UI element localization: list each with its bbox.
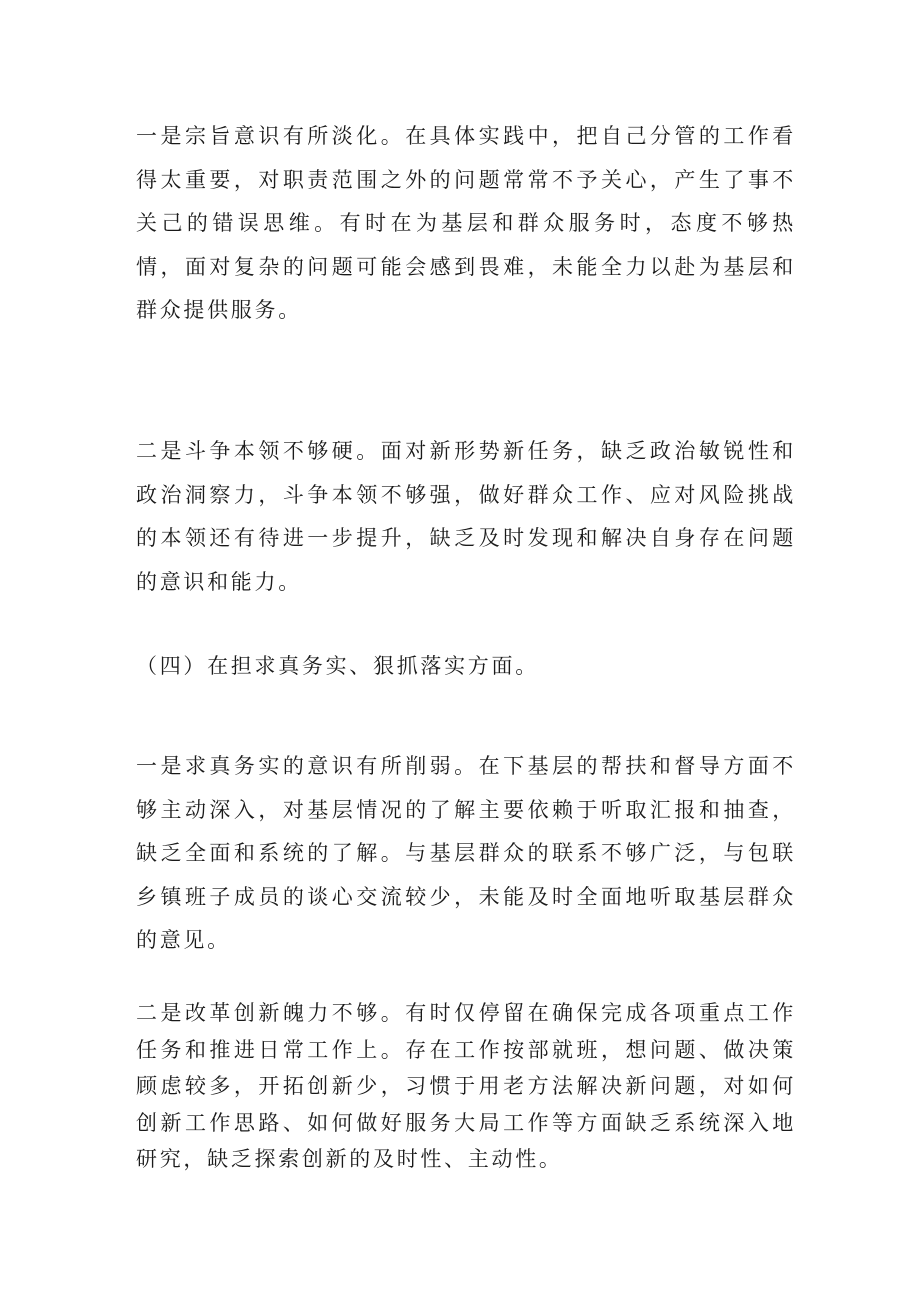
- paragraph-pragmatic-awareness: 一是求真务实的意识有所削弱。在下基层的帮扶和督导方面不够主动深入，对基层情况的了解主要依赖于听取汇报和抽查，缺乏全面和系统的了解。与基层群众的联系不够广泛，与包联乡镇班子成员的谈心交流较少，未能及时全面地听取基层群众的意见。: [136, 754, 796, 952]
- paragraph-reform-innovation: 二是改革创新魄力不够。有时仅停留在确保完成各项重点工作任务和推进日常工作上。存在工作按部就班，想问题、做决策顾虑较多，开拓创新少，习惯于用老方法解决新问题，对如何创新工作思路、如何做好服务大局工作等方面缺乏系统深入地研究，缺乏探索创新的及时性、主动性。: [136, 1001, 796, 1171]
- paragraph-struggle-ability: 二是斗争本领不够硬。面对新形势新任务，缺乏政治敏锐性和政治洞察力，斗争本领不够强，做好群众工作、应对风险挑战的本领还有待进一步提升，缺乏及时发现和解决自身存在问题的意识和能力。: [136, 439, 796, 594]
- section-heading-four: （四）在担求真务实、狠抓落实方面。: [136, 654, 539, 678]
- paragraph-purpose-awareness: 一是宗旨意识有所淡化。在具体实践中，把自己分管的工作看得太重要，对职责范围之外的问题常常不予关心，产生了事不关己的错误思维。有时在为基层和群众服务时，态度不够热情，面对复杂的问题可能会感到畏难，未能全力以赴为基层和群众提供服务。: [136, 124, 796, 322]
